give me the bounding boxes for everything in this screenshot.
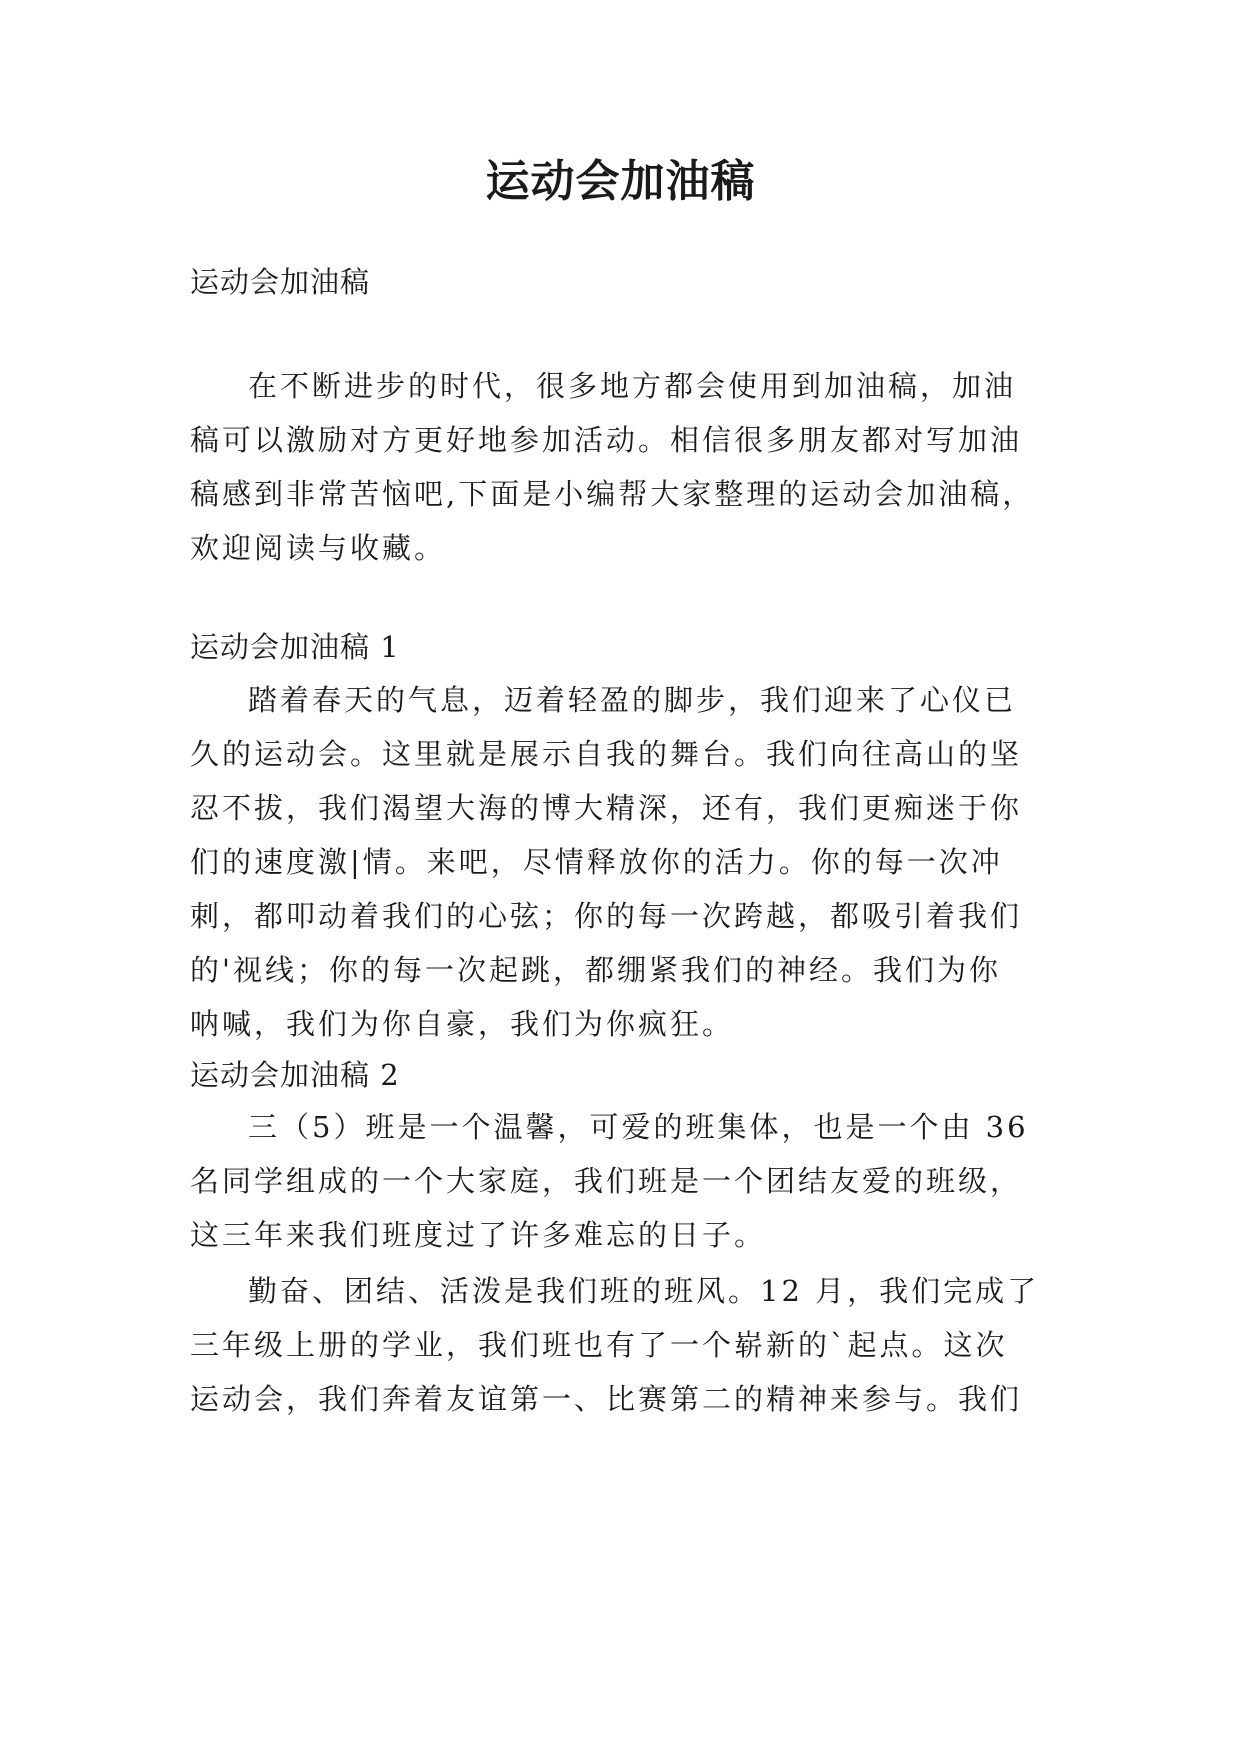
section-heading: 运动会加油稿 1 (190, 630, 400, 664)
section-line: 们的速度激|情。来吧，尽情释放你的活力。你的每一次冲 (190, 845, 1003, 879)
section-line: 的'视线；你的每一次起跳，都绷紧我们的神经。我们为你 (190, 953, 1001, 987)
section-line: 久的运动会。这里就是展示自我的舞台。我们向往高山的坚 (190, 737, 1023, 771)
section-line: 三（5）班是一个温馨，可爱的班集体，也是一个由 36 (248, 1110, 1029, 1144)
document-title: 运动会加油稿 (485, 156, 756, 207)
intro-line: 稿感到非常苦恼吧,下面是小编帮大家整理的运动会加油稿， (190, 477, 1035, 511)
section-line: 勤奋、团结、活泼是我们班的班风。12 月，我们完成了 (248, 1274, 1040, 1308)
document-subtitle: 运动会加油稿 (190, 265, 371, 299)
section-line: 运动会，我们奔着友谊第一、比赛第二的精神来参与。我们 (190, 1382, 1023, 1416)
section-line: 三年级上册的学业，我们班也有了一个崭新的`起点。这次 (190, 1328, 1008, 1362)
section-line: 这三年来我们班度过了许多难忘的日子。 (190, 1218, 767, 1252)
intro-line: 稿可以激励对方更好地参加活动。相信很多朋友都对写加油 (190, 423, 1023, 457)
intro-line: 在不断进步的时代，很多地方都会使用到加油稿，加油 (248, 369, 1017, 403)
section-line: 刺，都叩动着我们的心弦；你的每一次跨越，都吸引着我们 (190, 899, 1023, 933)
section-line: 忍不拔，我们渴望大海的博大精深，还有，我们更痴迷于你 (190, 791, 1023, 825)
section-line: 名同学组成的一个大家庭，我们班是一个团结友爱的班级， (190, 1164, 1023, 1198)
intro-line: 欢迎阅读与收藏。 (190, 531, 447, 565)
section-heading: 运动会加油稿 2 (190, 1058, 400, 1092)
section-line: 踏着春天的气息，迈着轻盈的脚步，我们迎来了心仪已 (248, 683, 1017, 717)
section-line: 呐喊，我们为你自豪，我们为你疯狂。 (190, 1007, 735, 1041)
